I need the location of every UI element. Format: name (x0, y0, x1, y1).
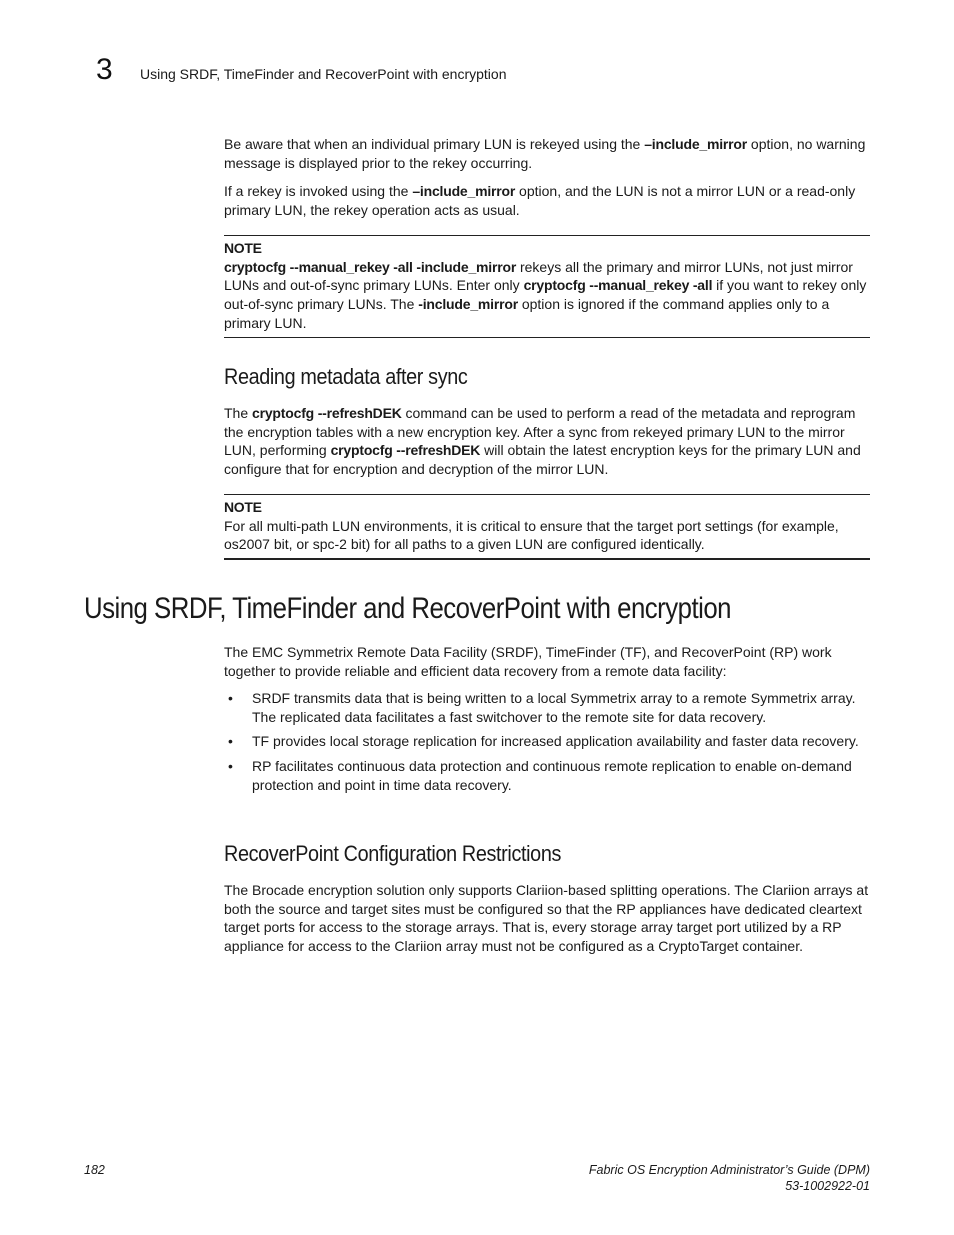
command-include-mirror: –include_mirror (644, 136, 748, 152)
paragraph-recoverpoint: The Brocade encryption solution only supports Clariion-based splitting operations. The Clariion arrays at both the source and target sites must be configured so that the RP appliances have dedicated cleartext target ports for access to the storage arrays. That is, every storage array target port utilized by a RP appliance for access to the Clariion array must not be configured as a CryptoTarget container. (224, 882, 869, 955)
list-item (224, 757, 870, 794)
command: cryptocfg --manual_rekey -all -include_mirror (224, 258, 517, 275)
page-number: 182 (84, 1163, 105, 1177)
text: option is ignored if the command applies only to a primary LUN. (224, 296, 830, 331)
paragraph-rekey-usual (224, 182, 870, 219)
heading-reading-metadata: Reading metadata after sync (224, 364, 468, 389)
text: will obtain the latest encryption keys for the primary LUN and configure that for encryption and decryption of the mirror LUN. (224, 442, 861, 478)
note-label: NOTE (224, 240, 262, 256)
heading-using-srdf: Using SRDF, TimeFinder and RecoverPoint with encryption (84, 592, 732, 625)
paragraph-rekey-warning (224, 135, 870, 172)
text: Be aware that when an individual primary LUN is rekeyed using the (224, 136, 645, 152)
chapter-number: 3 (96, 53, 113, 86)
note-label: NOTE (224, 499, 262, 515)
text: command can be used to perform a read of the metadata and reprogram the encryption tables with a new encryption key. After a sync from rekeyed primary LUN to the mirror LUN, performing (224, 405, 856, 459)
text: option, and the LUN is not a mirror LUN or a read-only primary LUN, the rekey operation acts as usual. (224, 183, 856, 218)
note-box-manual-rekey (224, 235, 870, 338)
text: option, no warning message is displayed prior to the rekey occurring. (224, 136, 866, 171)
list-item (224, 732, 870, 751)
command: cryptocfg --manual_rekey -all (523, 277, 713, 294)
bullet-marker: • (228, 733, 233, 750)
text: if you want to rekey only out-of-sync primary LUNs. The (224, 277, 867, 313)
command: cryptocfg --refreshDEK (330, 442, 481, 459)
list-item-text: RP facilitates continuous data protection and continuous remote replication to enable on-demand protection and point in time data recovery. (252, 758, 852, 793)
text: The (224, 405, 253, 421)
text: rekeys all the primary and mirror LUNs, not just mirror LUNs and out-of-sync primary LUNs. Enter only (224, 258, 853, 294)
list-item-text: SRDF transmits data that is being written to a local Symmetrix array to a remote Symmetrix array. The replicated data facilitates a fast switchover to the remote site for data recovery. (252, 690, 856, 725)
note-text: For all multi-path LUN environments, it is critical to ensure that the target port settings (for example, os2007 bit, or spc-2 bit) for all paths to a given LUN are configured identically. (224, 517, 839, 553)
text: If a rekey is invoked using the (224, 183, 413, 199)
bullet-marker: • (228, 758, 233, 775)
footer-doc-number: 53-1002922-01 (785, 1179, 870, 1193)
list-item (224, 689, 870, 726)
footer-doc-title: Fabric OS Encryption Administrator’s Guide (DPM) (588, 1163, 870, 1177)
note-box-multipath (224, 494, 870, 560)
paragraph-refreshdek (224, 404, 870, 479)
running-header-title: Using SRDF, TimeFinder and RecoverPoint with encryption (140, 66, 507, 82)
bullet-marker: • (228, 690, 233, 706)
command: -include_mirror (418, 296, 518, 313)
bullet-list (224, 689, 870, 795)
command: cryptocfg --refreshDEK (252, 405, 402, 421)
command-include-mirror: –include_mirror (412, 183, 516, 199)
list-item-text: TF provides local storage replication for increased application availability and faster data recovery. (252, 733, 859, 750)
heading-recoverpoint-restrictions: RecoverPoint Configuration Restrictions (224, 841, 562, 866)
paragraph-emc-intro: The EMC Symmetrix Remote Data Facility (SRDF), TimeFinder (TF), and RecoverPoint (RP) work together to provide reliable and efficient data recovery from a remote data facility: (224, 644, 832, 679)
